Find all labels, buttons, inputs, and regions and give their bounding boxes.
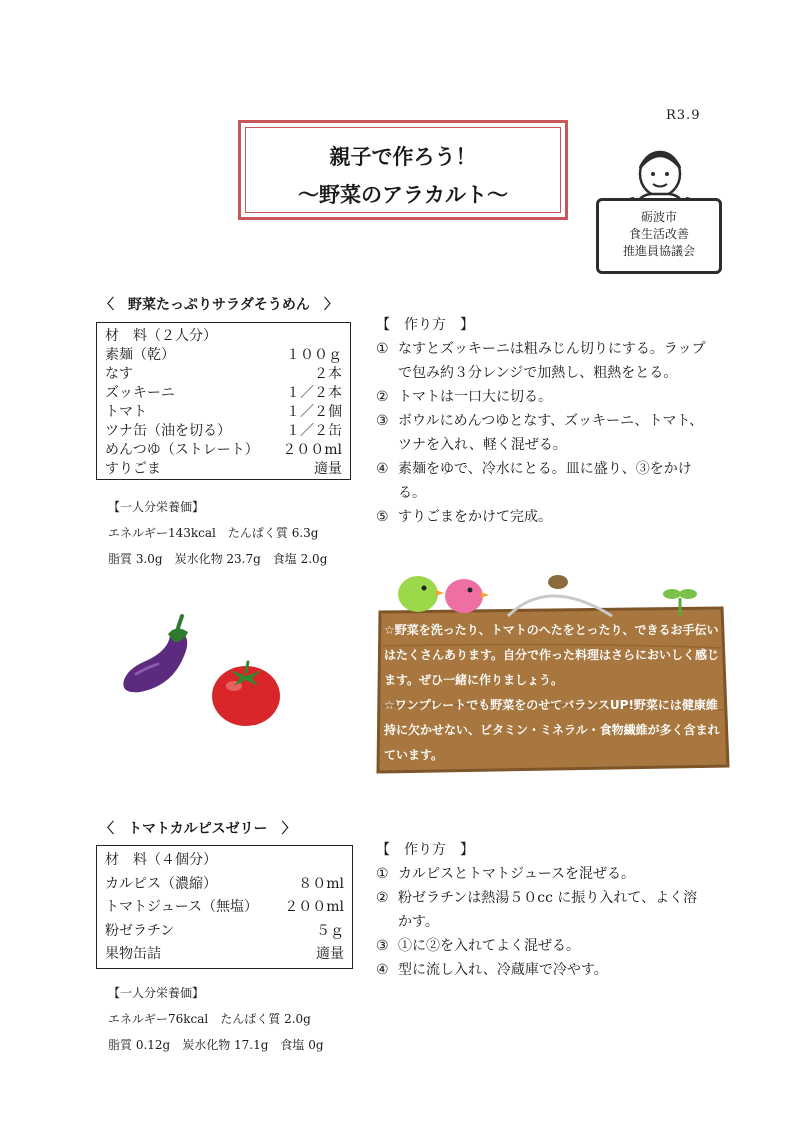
method-step: ③ ①に②を入れてよく混ぜる。 [376, 938, 580, 954]
board-decoration [388, 570, 728, 618]
recipe2-heading: 〈 トマトカルピスゼリー 〉 [100, 821, 296, 837]
pink-bird-icon [445, 579, 489, 613]
recipe1-heading: 〈 野菜たっぷりサラダそうめん 〉 [100, 297, 338, 313]
ingredients-title: 材 料（４個分） [105, 852, 217, 868]
ingredient-row: カルピス（濃縮） ８０ml [105, 875, 344, 892]
method-step: ③ ボウルにめんつゆとなす、ズッキーニ、トマト、ツナを入れ、軽く混ぜる。 [376, 413, 704, 453]
ingredient-row: めんつゆ（ストレート） ２００ml [105, 442, 342, 458]
title-sub: ～野菜のアラカルト～ [298, 183, 508, 207]
recipe2-ingredients-box [96, 845, 353, 969]
board-message: ☆ワンプレートでも野菜をのせてバランスUP!野菜には健康維持に欠かせない、ビタミン・ミネラル・食物繊維が多く含まれています。 [384, 698, 720, 762]
ingredient-row: トマト １／２個 [105, 404, 342, 420]
ingredient-row: トマトジュース（無塩） ２００ml [105, 899, 344, 915]
ingredient-row: 素麺（乾） １００ｇ [105, 347, 342, 363]
date-label: R3.9 [666, 108, 701, 123]
hanging-string-icon [508, 575, 612, 616]
title-main: 親子で作ろう！ [329, 145, 477, 169]
ingredients-title: 材 料（２人分） [105, 328, 217, 344]
nutrition-line: 脂質 0.12g 炭水化物 17.1g 食塩 0g [108, 1038, 324, 1052]
board-message: ☆野菜を洗ったり、トマトのへたをとったり、できるお手伝いはたくさんあります。自分で作った料理はさらにおいしく感じます。ぜひ一緒に作りましょう。 [384, 623, 720, 687]
green-bird-icon [398, 576, 444, 612]
vegetables-illustration [118, 612, 298, 732]
message-board [372, 606, 732, 774]
nutrition-title: 【一人分栄養価】 [108, 986, 205, 1000]
ingredient-row: ズッキーニ １／２本 [105, 385, 342, 401]
method-step: ① カルピスとトマトジュースを混ぜる。 [376, 866, 636, 882]
method-step: ① なすとズッキーニは粗みじん切りにする。ラップで包み約３分レンジで加熱し、粗熱をとる。 [376, 341, 706, 381]
organization-sign [596, 198, 722, 274]
method-title: 【 作り方 】 [376, 842, 474, 858]
organization-badge [590, 140, 732, 280]
eggplant-icon [123, 616, 188, 692]
nutrition-title: 【一人分栄養価】 [108, 500, 205, 514]
ingredient-row: 果物缶詰 適量 [105, 946, 344, 962]
ingredient-row: 粉ゼラチン ５ｇ [105, 922, 344, 939]
recipe1-method [376, 313, 706, 529]
recipe2-nutrition [108, 980, 324, 1058]
sprout-icon [663, 589, 697, 616]
recipe1-ingredients-box [96, 322, 351, 480]
recipe2-method [376, 838, 706, 982]
method-step: ⑤ すりごまをかけて完成。 [376, 509, 552, 525]
org-line: 砺波市 [640, 210, 677, 224]
ingredient-row: ツナ缶（油を切る） １／２缶 [105, 423, 342, 439]
method-step: ④ 型に流し入れ、冷蔵庫で冷やす。 [376, 962, 608, 978]
tomato-icon [212, 662, 280, 726]
nutrition-line: 脂質 3.0g 炭水化物 23.7g 食塩 2.0g [108, 552, 328, 566]
method-step: ② 粉ゼラチンは熱湯５０cc に振り入れて、よく溶かす。 [376, 890, 698, 930]
org-line: 推進員協議会 [622, 244, 695, 258]
recipe1-nutrition [108, 494, 327, 572]
org-line: 食生活改善 [628, 227, 689, 241]
title-box [238, 120, 568, 220]
method-title: 【 作り方 】 [376, 317, 474, 333]
ingredient-row: すりごま 適量 [105, 461, 342, 477]
nutrition-line: エネルギー143kcal たんぱく質 6.3g [108, 526, 319, 540]
method-step: ② トマトは一口大に切る。 [376, 389, 552, 405]
method-step: ④ 素麺をゆで、冷水にとる。皿に盛り、③をかける。 [376, 461, 692, 501]
ingredient-row: なす ２本 [105, 366, 342, 382]
nutrition-line: エネルギー76kcal たんぱく質 2.0g [108, 1012, 311, 1026]
